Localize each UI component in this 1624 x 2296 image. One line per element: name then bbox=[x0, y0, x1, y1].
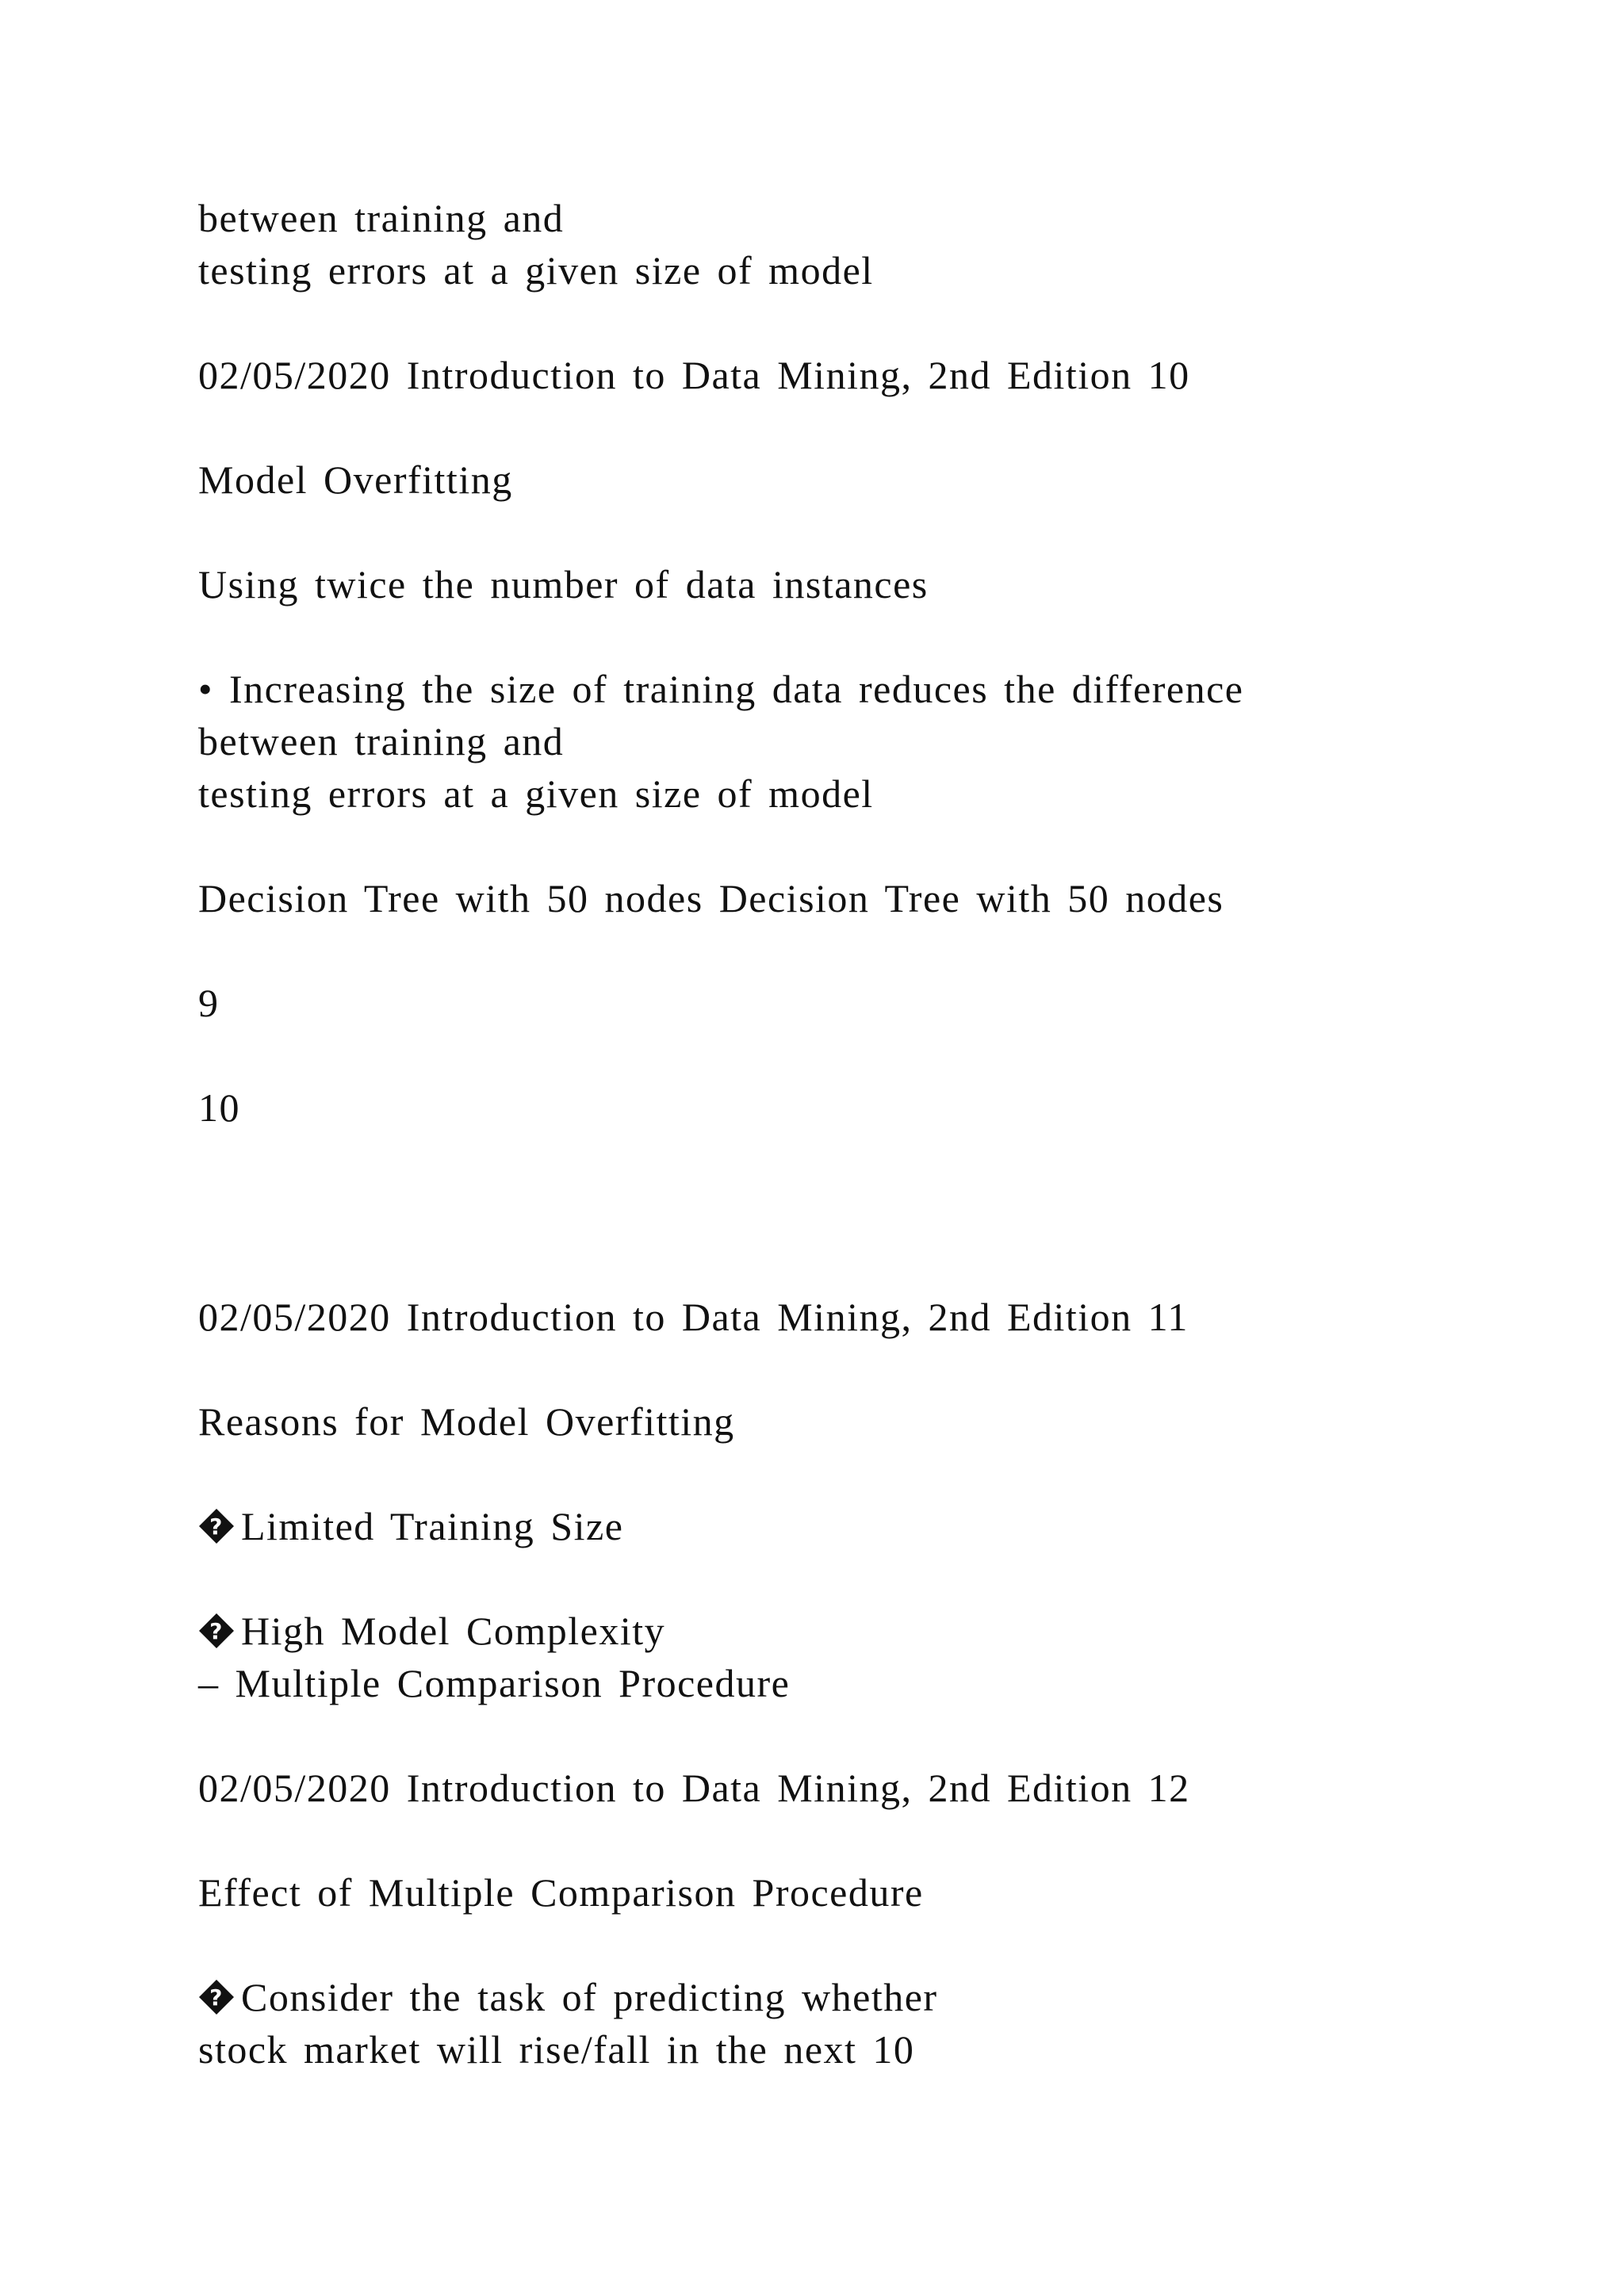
bullet-line bbox=[198, 1611, 665, 1651]
bullet-line bbox=[198, 1977, 938, 2017]
text-line: stock market will rise/fall in the next 10 bbox=[198, 2027, 915, 2072]
slide-footer: 02/05/2020 Introduction to Data Mining, 2nd Edition 11 bbox=[198, 1295, 1189, 1339]
replacement-character-icon bbox=[198, 1613, 235, 1649]
slide-title: Reasons for Model Overfitting bbox=[198, 1399, 735, 1444]
sub-bullet-line: – Multiple Comparison Procedure bbox=[198, 1661, 791, 1705]
bullet-line: • Increasing the size of training data reduces the difference bbox=[198, 667, 1244, 711]
figure-caption: Decision Tree with 50 nodes Decision Tree with 50 nodes bbox=[198, 876, 1224, 920]
text-line: testing errors at a given size of model bbox=[198, 771, 874, 816]
bullet-text: Consider the task of predicting whether bbox=[241, 1975, 938, 2019]
slide-title: Model Overfitting bbox=[198, 457, 513, 502]
svg-text:?: ? bbox=[209, 1618, 224, 1644]
text-line: between training and bbox=[198, 719, 565, 763]
text-line: Using twice the number of data instances bbox=[198, 562, 929, 607]
text-line: testing errors at a given size of model bbox=[198, 248, 874, 293]
replacement-character-icon bbox=[198, 1979, 235, 2015]
bullet-text: High Model Complexity bbox=[241, 1609, 666, 1653]
slide-footer: 02/05/2020 Introduction to Data Mining, 2nd Edition 10 bbox=[198, 353, 1190, 397]
text-line: between training and bbox=[198, 196, 565, 240]
slide-title: Effect of Multiple Comparison Procedure bbox=[198, 1870, 924, 1915]
slide-footer: 02/05/2020 Introduction to Data Mining, 2nd Edition 12 bbox=[198, 1766, 1190, 1810]
page-number: 10 bbox=[198, 1085, 240, 1130]
replacement-character-icon bbox=[198, 1508, 235, 1544]
page-number: 9 bbox=[198, 981, 220, 1025]
bullet-text: Limited Training Size bbox=[241, 1504, 624, 1548]
svg-text:?: ? bbox=[209, 1984, 224, 2011]
svg-text:?: ? bbox=[209, 1513, 224, 1540]
bullet-line bbox=[198, 1506, 623, 1546]
